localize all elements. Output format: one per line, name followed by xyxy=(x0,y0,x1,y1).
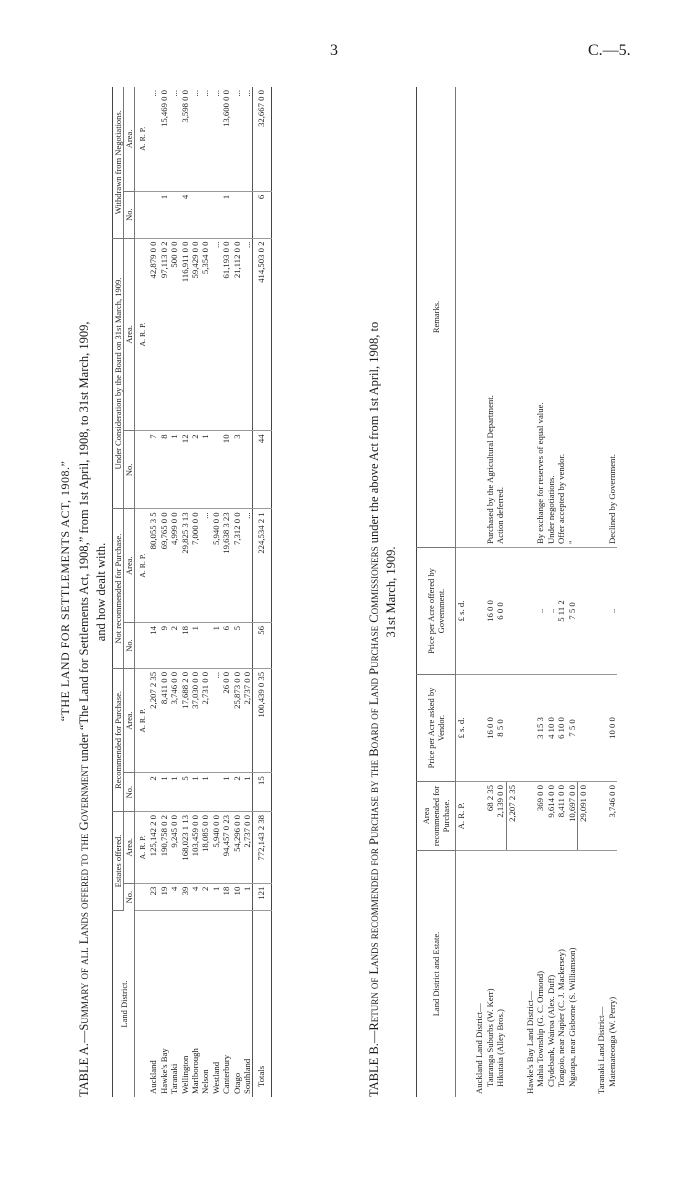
cell-nr-no xyxy=(200,623,210,669)
land-district-cell: Nelson xyxy=(200,1069,211,1094)
spacer-cell xyxy=(588,548,596,675)
cell-uc-no: 1 xyxy=(200,431,210,509)
cell-nr-area: 5,940 0 0 xyxy=(211,509,221,623)
col-no: No. xyxy=(124,431,135,509)
cell-wd-no xyxy=(148,191,158,238)
empty-cell xyxy=(474,87,484,548)
cell-uc-no xyxy=(242,431,253,509)
estate-cell: Hikutaia (Alley Bros.) xyxy=(495,1009,506,1087)
table-row xyxy=(242,87,253,1097)
cell-uc-no xyxy=(211,431,221,509)
spacer-cell xyxy=(466,675,474,782)
empty-cell xyxy=(578,851,589,1098)
empty-cell xyxy=(578,87,589,548)
group-heading-row xyxy=(525,87,535,1097)
area-cell: 68 2 35 xyxy=(485,782,495,851)
empty-cell xyxy=(506,851,517,1098)
cell-eo-area: 9,245 0 0 xyxy=(169,811,179,883)
cell-rec-area: 25,873 0 0 xyxy=(232,668,242,772)
page-number: 3 xyxy=(330,42,338,59)
spacer-cell xyxy=(588,851,596,1098)
estate-cell: Tauranga Suburbs (W. Kerr) xyxy=(484,988,495,1087)
group-heading-row xyxy=(474,87,484,1097)
cell-nr-area: 29,825 3 13 xyxy=(180,509,190,623)
table-row xyxy=(232,87,242,1097)
spacer-cell xyxy=(588,87,596,548)
group-heading: Hawke's Bay Land District— xyxy=(525,991,536,1094)
land-district-cell: Marlborough xyxy=(190,1048,201,1094)
estate-cell: Tongoio, near Napier (C. J. Mackersey) xyxy=(556,949,567,1087)
price-offered-cell: .. xyxy=(535,548,545,675)
table-row xyxy=(535,87,545,1097)
cell-wd-area: ... xyxy=(232,87,242,191)
empty-cell xyxy=(578,548,589,675)
totals-row: Totals 121 772,143 2 38 15 100,439 0 35 56 224,534 2 1 44 414,503 0 2 6 32,667 0 0 xyxy=(253,87,271,1097)
cell-eo-area: 5,940 0 0 xyxy=(211,811,221,883)
remarks-cell: Declined by Government. xyxy=(607,87,617,548)
area-cell: 9,614 0 0 xyxy=(546,782,556,851)
estate-cell: Mahia Township (G. C. Ormond) xyxy=(535,970,546,1087)
cell-uc-area: 21,112 0 0 xyxy=(232,238,242,431)
cell-uc-no: 3 xyxy=(232,431,242,509)
cell-uc-area: 97,113 0 2 xyxy=(159,238,169,431)
col-area-recommended: Area recommended for Purchase. xyxy=(417,782,456,851)
col-area: Area. xyxy=(124,87,135,191)
cell-wd-area: ... xyxy=(200,87,210,191)
cell-nr-no: 6 xyxy=(221,623,231,669)
spacer-row xyxy=(588,87,596,1097)
price-asked-cell: 7 5 0 xyxy=(567,675,578,782)
cell-wd-no: 1 xyxy=(221,191,231,238)
col-no: No. xyxy=(124,191,135,238)
empty-cell xyxy=(596,782,606,851)
cell-eo-no: 1 xyxy=(242,883,253,910)
empty-cell xyxy=(578,675,589,782)
empty-cell xyxy=(506,675,517,782)
table-row xyxy=(180,87,190,1097)
cell-rec-no: 1 xyxy=(159,773,169,812)
unit-row: A. R. P. £ s. d. £ s. d. xyxy=(456,87,467,1097)
cell-rec-no xyxy=(211,773,221,812)
land-district-cell: Hawke's Bay xyxy=(158,1048,169,1094)
cell-nr-no: 9 xyxy=(159,623,169,669)
group-heading: Taranaki Land District— xyxy=(596,1006,607,1094)
land-district-cell: Otago xyxy=(231,1072,242,1094)
cell-eo-no: 4 xyxy=(190,883,200,910)
cell-wd-area: ... xyxy=(211,87,221,191)
table-row xyxy=(211,87,221,1097)
cell-eo-no: 18 xyxy=(221,883,231,910)
cell-rec-area: ... xyxy=(211,668,221,772)
land-district-cell: Auckland xyxy=(148,1060,159,1094)
cell-nr-area: 7,000 0 0 xyxy=(190,509,200,623)
price-asked-cell: 10 0 0 xyxy=(607,675,617,782)
empty-cell xyxy=(506,548,517,675)
col-price-offered: Price per Acre offered by Government. xyxy=(417,548,456,675)
cell-eo-area: 54,296 0 0 xyxy=(232,811,242,883)
col-no: No. xyxy=(124,623,135,669)
col-no: No. xyxy=(124,773,135,812)
cell-eo-area: 103,459 0 0 xyxy=(190,811,200,883)
col-estates-offered: Estates offered. xyxy=(113,811,124,910)
subtotal-cell: 29,091 0 0 xyxy=(578,782,589,851)
remarks-cell: By exchange for reserves of equal value. xyxy=(535,87,545,548)
col-area: Area. xyxy=(124,668,135,772)
empty-cell xyxy=(474,782,484,851)
subtotal-cell: 2,207 2 35 xyxy=(506,782,517,851)
cell-nr-no: 14 xyxy=(148,623,158,669)
spacer-cell xyxy=(517,675,525,782)
land-district-cell: Canterbury xyxy=(221,1054,232,1094)
empty-cell xyxy=(596,548,606,675)
cell-rec-area: 37,030 0 0 xyxy=(190,668,200,772)
table-row xyxy=(221,87,231,1097)
price-asked-cell: 6 10 0 xyxy=(556,675,566,782)
table-a xyxy=(112,87,272,1097)
cell-uc-area: 5,354 0 0 xyxy=(200,238,210,431)
cell-wd-no xyxy=(190,191,200,238)
price-offered-cell: .. xyxy=(607,548,617,675)
cell-uc-area: 500 0 0 xyxy=(169,238,179,431)
cell-uc-no: 1 xyxy=(169,431,179,509)
remarks-cell: Offer accepted by vendor. xyxy=(556,87,566,548)
spacer-cell xyxy=(517,782,525,851)
area-cell: 369 0 0 xyxy=(535,782,545,851)
cell-rec-area: 2,207 2 35 xyxy=(148,668,158,772)
table-row xyxy=(556,87,566,1097)
area-cell: 2,139 0 0 xyxy=(495,782,506,851)
empty-cell xyxy=(596,675,606,782)
cell-wd-no xyxy=(200,191,210,238)
cell-rec-area: 3,746 0 0 xyxy=(169,668,179,772)
cell-uc-area: 59,429 0 0 xyxy=(190,238,200,431)
spacer-cell xyxy=(588,675,596,782)
cell-wd-no: 1 xyxy=(159,191,169,238)
cell-rec-no: 1 xyxy=(200,773,210,812)
col-estate: Land District and Estate. xyxy=(417,851,456,1098)
cell-eo-area: 168,023 1 13 xyxy=(180,811,190,883)
estate-cell: Ngatapa, near Gisborne (S. Williamson) xyxy=(566,947,577,1087)
cell-eo-no: 19 xyxy=(159,883,169,910)
cell-nr-area: 80,055 3 5 xyxy=(148,509,158,623)
cell-rec-no: 5 xyxy=(180,773,190,812)
table-row xyxy=(190,87,200,1097)
table-b-title: TABLE B.—Return of Lands recommended for Purchase by the Board of Land Purchase Commissioners under the above Act from 1st April, 1908, to 31st March, 1909. xyxy=(367,321,398,1097)
spacer-cell xyxy=(517,851,525,1098)
cell-wd-area: 3,598 0 0 xyxy=(180,87,190,191)
cell-nr-area: 7,312 0 0 xyxy=(232,509,242,623)
cell-uc-area: 61,193 0 0 xyxy=(221,238,231,431)
cell-eo-area: 94,457 0 23 xyxy=(221,811,231,883)
cell-nr-no: 1 xyxy=(190,623,200,669)
remarks-cell: Under negotiations. xyxy=(546,87,556,548)
spacer-cell xyxy=(517,548,525,675)
cell-nr-no: 18 xyxy=(180,623,190,669)
cell-nr-no: 5 xyxy=(232,623,242,669)
cell-rec-no: 1 xyxy=(242,773,253,812)
spacer-row xyxy=(517,87,525,1097)
col-withdrawn: Withdrawn from Negotiations. xyxy=(113,87,124,238)
cell-wd-no xyxy=(211,191,221,238)
cell-uc-no: 2 xyxy=(190,431,200,509)
col-area: Area. xyxy=(124,811,135,883)
table-row xyxy=(200,87,210,1097)
cell-nr-no: 1 xyxy=(211,623,221,669)
cell-wd-no xyxy=(242,191,253,238)
area-cell: 3,746 0 0 xyxy=(607,782,617,851)
col-area: Area. xyxy=(124,509,135,623)
table-a-title: TABLE A.—Summary of all Lands offered to the Government under “The Land for Settlements Act, 1908,” from 1st April, 1908, to 31st March, 1909, and how dealt with. xyxy=(77,321,108,1097)
price-offered-cell: 5 11 2 xyxy=(556,548,566,675)
cell-nr-area: 19,638 3 23 xyxy=(221,509,231,623)
col-area: Area. xyxy=(124,238,135,431)
cell-rec-area: 2,731 0 0 xyxy=(200,668,210,772)
col-not-recommended: Not recommended for Purchase. xyxy=(113,509,124,668)
table-row xyxy=(169,87,179,1097)
cell-uc-area: ... xyxy=(242,238,253,431)
col-price-asked: Price per Acre asked by Vendor. xyxy=(417,675,456,782)
cell-eo-area: 2,737 0 0 xyxy=(242,811,253,883)
spacer-cell xyxy=(466,851,474,1098)
cell-eo-no: 10 xyxy=(232,883,242,910)
table-row xyxy=(607,87,617,1097)
remarks-cell: " xyxy=(567,87,578,548)
spacer-cell xyxy=(588,782,596,851)
land-district-cell: Wellington xyxy=(179,1055,190,1094)
table-row xyxy=(148,87,158,1097)
empty-cell xyxy=(525,675,535,782)
cell-uc-no: 8 xyxy=(159,431,169,509)
empty-cell xyxy=(474,675,484,782)
cell-wd-area: ... xyxy=(242,87,253,191)
cell-wd-no xyxy=(169,191,179,238)
cell-rec-area: 17,688 2 0 xyxy=(180,668,190,772)
price-offered-cell: 7 5 0 xyxy=(567,548,578,675)
price-asked-cell: 16 0 0 xyxy=(485,675,495,782)
cell-wd-area: ... xyxy=(148,87,158,191)
price-offered-cell: 6 0 0 xyxy=(495,548,506,675)
spacer-cell xyxy=(466,548,474,675)
empty-cell xyxy=(525,548,535,675)
price-asked-cell: 3 15 3 xyxy=(535,675,545,782)
cell-wd-area: 15,469 0 0 xyxy=(159,87,169,191)
land-district-cell: Southland xyxy=(242,1058,253,1094)
price-offered-cell: 16 0 0 xyxy=(485,548,495,675)
area-cell: 10,697 0 0 xyxy=(567,782,578,851)
cell-wd-area: 13,600 0 0 xyxy=(221,87,231,191)
cell-uc-area: 116,911 0 0 xyxy=(180,238,190,431)
group-heading-row xyxy=(596,87,606,1097)
remarks-cell: Action deferred. xyxy=(495,87,506,548)
cell-nr-area: ... xyxy=(200,509,210,623)
cell-rec-no: 1 xyxy=(169,773,179,812)
cell-rec-no: 2 xyxy=(232,773,242,812)
cell-eo-no: 4 xyxy=(169,883,179,910)
cell-rec-no: 1 xyxy=(221,773,231,812)
land-district-cell: Taranaki xyxy=(169,1063,180,1094)
page-code: C.—5. xyxy=(588,42,631,59)
table-row xyxy=(567,87,578,1097)
subtotal-row xyxy=(506,87,517,1097)
land-district-cell: Westland xyxy=(210,1061,221,1094)
remarks-cell: Purchased by the Agricultural Department. xyxy=(485,87,495,548)
cell-eo-no: 1 xyxy=(211,883,221,910)
cell-wd-area: ... xyxy=(190,87,200,191)
cell-wd-no xyxy=(232,191,242,238)
cell-eo-area: 190,758 0 2 xyxy=(159,811,169,883)
price-offered-cell: .. xyxy=(546,548,556,675)
cell-rec-area: 2,737 0 0 xyxy=(242,668,253,772)
empty-cell xyxy=(525,782,535,851)
price-asked-cell: 4 10 0 xyxy=(546,675,556,782)
cell-uc-area: 42,879 0 0 xyxy=(148,238,158,431)
spacer-row xyxy=(466,87,474,1097)
running-header: “THE LAND FOR SETTLEMENTS ACT, 1908.” xyxy=(58,460,72,722)
cell-eo-no: 23 xyxy=(148,883,158,910)
col-recommended: Recommended for Purchase. xyxy=(113,668,124,811)
cell-uc-no: 7 xyxy=(148,431,158,509)
col-land-district: Land District. xyxy=(113,911,135,1098)
table-row xyxy=(546,87,556,1097)
table-row xyxy=(159,87,169,1097)
cell-rec-area: 8,411 0 0 xyxy=(159,668,169,772)
empty-cell xyxy=(525,87,535,548)
col-under-consideration: Under Consideration by the Board on 31st March, 1909. xyxy=(113,238,124,509)
cell-nr-no: 2 xyxy=(169,623,179,669)
price-asked-cell: 8 5 0 xyxy=(495,675,506,782)
empty-cell xyxy=(506,87,517,548)
subtotal-row xyxy=(578,87,589,1097)
cell-nr-no xyxy=(242,623,253,669)
unit-row: A. R. P. A. R. P. A. R. P. A. R. P. A. R. P. xyxy=(135,87,149,1097)
table-row xyxy=(485,87,495,1097)
cell-eo-no: 2 xyxy=(200,883,210,910)
table-row xyxy=(495,87,506,1097)
estate-cell: Clydebank, Wairoa (Alex. Duff) xyxy=(545,974,556,1087)
spacer-cell xyxy=(517,87,525,548)
group-heading: Auckland Land District— xyxy=(474,1003,485,1094)
cell-nr-area: 4,999 0 0 xyxy=(169,509,179,623)
cell-wd-area: ... xyxy=(169,87,179,191)
cell-uc-no: 12 xyxy=(180,431,190,509)
cell-uc-area: ... xyxy=(211,238,221,431)
empty-cell xyxy=(596,87,606,548)
spacer-cell xyxy=(466,782,474,851)
cell-uc-no: 10 xyxy=(221,431,231,509)
cell-eo-area: 125,142 2 0 xyxy=(148,811,158,883)
cell-rec-no: 2 xyxy=(148,773,158,812)
cell-eo-no: 39 xyxy=(180,883,190,910)
col-remarks: Remarks. xyxy=(417,87,456,548)
col-no: No. xyxy=(124,883,135,910)
empty-cell xyxy=(474,548,484,675)
cell-rec-area: 26 0 0 xyxy=(221,668,231,772)
cell-rec-no: 1 xyxy=(190,773,200,812)
table-b xyxy=(416,87,617,1097)
cell-eo-area: 18,085 0 0 xyxy=(200,811,210,883)
cell-nr-area: 69,765 0 0 xyxy=(159,509,169,623)
spacer-cell xyxy=(466,87,474,548)
area-cell: 8,411 0 0 xyxy=(556,782,566,851)
cell-nr-area: ... xyxy=(242,509,253,623)
cell-wd-no: 4 xyxy=(180,191,190,238)
estate-cell: Matemateonga (W. Perry) xyxy=(606,996,617,1087)
